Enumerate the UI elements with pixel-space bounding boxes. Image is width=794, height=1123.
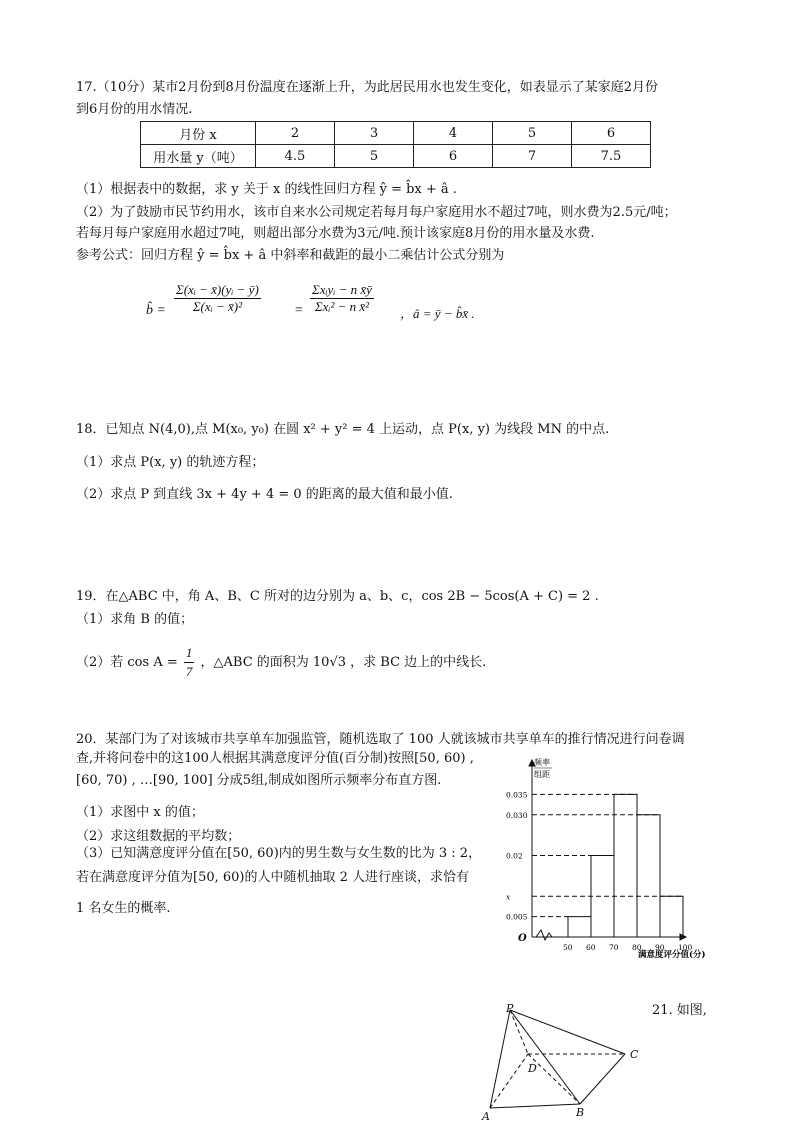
table-header-month: 月份 x bbox=[141, 122, 256, 145]
q20-line2: 查,并将问卷中的这100人根据其满意度评分值(百分制)按照[50, 60) , bbox=[76, 751, 474, 766]
table-cell: 4 bbox=[414, 122, 493, 145]
x-tick-label: 60 bbox=[586, 943, 596, 952]
q20-part2: （2）求这组数据的平均数； bbox=[76, 829, 241, 844]
formula-frac1-denominator: Σ(xᵢ − x̄)² bbox=[192, 299, 242, 314]
origin-label: O bbox=[518, 933, 527, 944]
edge-BC bbox=[580, 1054, 625, 1104]
q18-part2: （2）求点 P 到直线 3x + 4y + 4 = 0 的距离的最大值和最小值. bbox=[76, 487, 453, 502]
formula-b-hat: b̂ = bbox=[146, 303, 166, 318]
q19-part1: （1）求角 B 的值； bbox=[76, 612, 194, 627]
formula-frac1-numerator: Σ(xᵢ − x̄)(yᵢ − ȳ) bbox=[176, 282, 259, 297]
table-row bbox=[141, 122, 651, 145]
q17-part2-line2: 若每月每户家庭用水超过7吨，则超出部分水费为3元/吨.预计该家庭8月份的用水量及水费. bbox=[76, 226, 595, 241]
histogram-bar bbox=[660, 896, 683, 937]
table-cell: 5 bbox=[335, 145, 414, 168]
q21-intro: 21. 如图, bbox=[652, 1003, 707, 1018]
x-tick-label: 100 bbox=[678, 943, 693, 952]
table-cell: 6 bbox=[414, 145, 493, 168]
q20-line3: [60, 70) , …[90, 100] 分成5组,制成如图所示频率分布直方图. bbox=[76, 773, 442, 788]
q20-part1: （1）求图中 x 的值； bbox=[76, 805, 204, 820]
y-tick-label: x bbox=[506, 892, 511, 902]
histogram-bar bbox=[614, 794, 637, 937]
axis-break bbox=[536, 930, 552, 940]
table-cell: 7 bbox=[493, 145, 572, 168]
histogram-bar bbox=[637, 815, 660, 937]
table-cell: 6 bbox=[572, 122, 651, 145]
q20-part3-line1: （3）已知满意度评分值在[50, 60)内的男生数与女生数的比为 3 : 2， bbox=[76, 846, 482, 861]
y-axis-label-bottom: 组距 bbox=[534, 770, 550, 779]
q20-part3-line3: 1 名女生的概率. bbox=[76, 901, 171, 916]
q19-part2-suffix: ，△ABC 的面积为 10√3 ，求 BC 边上的中线长. bbox=[200, 655, 487, 670]
pyramid-figure bbox=[470, 1002, 650, 1123]
formula-frac1 bbox=[174, 282, 261, 315]
y-tick-label: 0.035 bbox=[506, 790, 528, 800]
edge-PD bbox=[510, 1010, 528, 1054]
edge-AB bbox=[490, 1104, 580, 1108]
edge-PC bbox=[510, 1010, 625, 1054]
q18-part1: （1）求点 P(x, y) 的轨迹方程； bbox=[76, 455, 265, 470]
q20-line1: 20．某部门为了对该城市共享单车加强监管，随机选取了 100 人就该城市共享单车的推行情况进行问卷调 bbox=[76, 732, 685, 747]
q17-part2-line1: （2）为了鼓励市民节约用水，该市自来水公司规定若每月每户家庭用水不超过7吨，则水费为2.5元/吨； bbox=[76, 205, 677, 220]
x-axis-label: 满意度评分值(分) bbox=[638, 950, 706, 960]
x-tick-label: 50 bbox=[563, 943, 573, 952]
point-label-D: D bbox=[528, 1062, 537, 1075]
y-axis-label-top: 频率 bbox=[534, 758, 550, 767]
q17-intro-line2: 到6月份的用水情况. bbox=[76, 102, 193, 117]
histogram-bar bbox=[591, 856, 614, 938]
formula-a-hat: ，â = ȳ − b̂x̄ . bbox=[400, 306, 475, 321]
q18-intro: 18．已知点 N(4,0),点 M(x₀, y₀) 在圆 x² + y² = 4 上运动，点 P(x, y) 为线段 MN 的中点. bbox=[76, 422, 610, 437]
q17-part1: （1）根据表中的数据，求 y 关于 x 的线性回归方程 ŷ = b̂x + â . bbox=[76, 182, 457, 197]
table-cell: 7.5 bbox=[572, 145, 651, 168]
point-label-P: P bbox=[506, 1002, 514, 1015]
x-tick-label: 70 bbox=[609, 943, 619, 952]
q19-part2-prefix: （2）若 cos A = bbox=[76, 655, 178, 670]
edge-PB bbox=[510, 1010, 580, 1104]
table-row bbox=[141, 145, 651, 168]
frequency-histogram bbox=[490, 752, 740, 964]
water-usage-table bbox=[140, 121, 651, 168]
table-cell: 3 bbox=[335, 122, 414, 145]
formula-frac2-denominator: Σxᵢ² − n x̄² bbox=[314, 299, 370, 314]
table-header-usage: 用水量 y（吨） bbox=[141, 145, 256, 168]
y-tick-label: 0.02 bbox=[506, 851, 523, 861]
q19-intro: 19．在△ABC 中，角 A、B、C 所对的边分别为 a、b、c，cos 2B − 5cos(A + C) = 2 . bbox=[76, 589, 599, 604]
table-cell: 5 bbox=[493, 122, 572, 145]
formula-frac2 bbox=[310, 282, 374, 315]
x-tick-label: 90 bbox=[655, 943, 665, 952]
q19-fraction-numerator: 1 bbox=[184, 644, 195, 663]
q19-part2 bbox=[76, 644, 486, 681]
y-tick-label: 0.030 bbox=[506, 810, 528, 820]
table-cell: 2 bbox=[256, 122, 335, 145]
q17-ref-formula: 参考公式：回归方程 ŷ = b̂x + â 中斜率和截距的最小二乘估计公式分别为 bbox=[76, 248, 505, 263]
point-label-A: A bbox=[482, 1110, 490, 1123]
table-cell: 4.5 bbox=[256, 145, 335, 168]
q19-fraction-denominator: 7 bbox=[185, 664, 193, 679]
y-tick-label: 0.005 bbox=[506, 912, 528, 922]
point-label-B: B bbox=[576, 1106, 585, 1119]
histogram-bar bbox=[568, 917, 591, 937]
q19-fraction bbox=[184, 644, 195, 681]
x-tick-label: 80 bbox=[632, 943, 642, 952]
point-label-C: C bbox=[630, 1048, 639, 1061]
q20-part3-line2: 若在满意度评分值为[50, 60)的人中随机抽取 2 人进行座谈，求恰有 bbox=[76, 870, 470, 885]
q17-intro-line1: 17.（10分）某市2月份到8月份温度在逐渐上升，为此居民用水也发生变化，如表显示了某家庭2月份 bbox=[76, 80, 659, 95]
formula-frac2-numerator: Σxᵢyᵢ − n x̄ȳ bbox=[312, 282, 372, 297]
formula-equals: = bbox=[294, 303, 304, 318]
